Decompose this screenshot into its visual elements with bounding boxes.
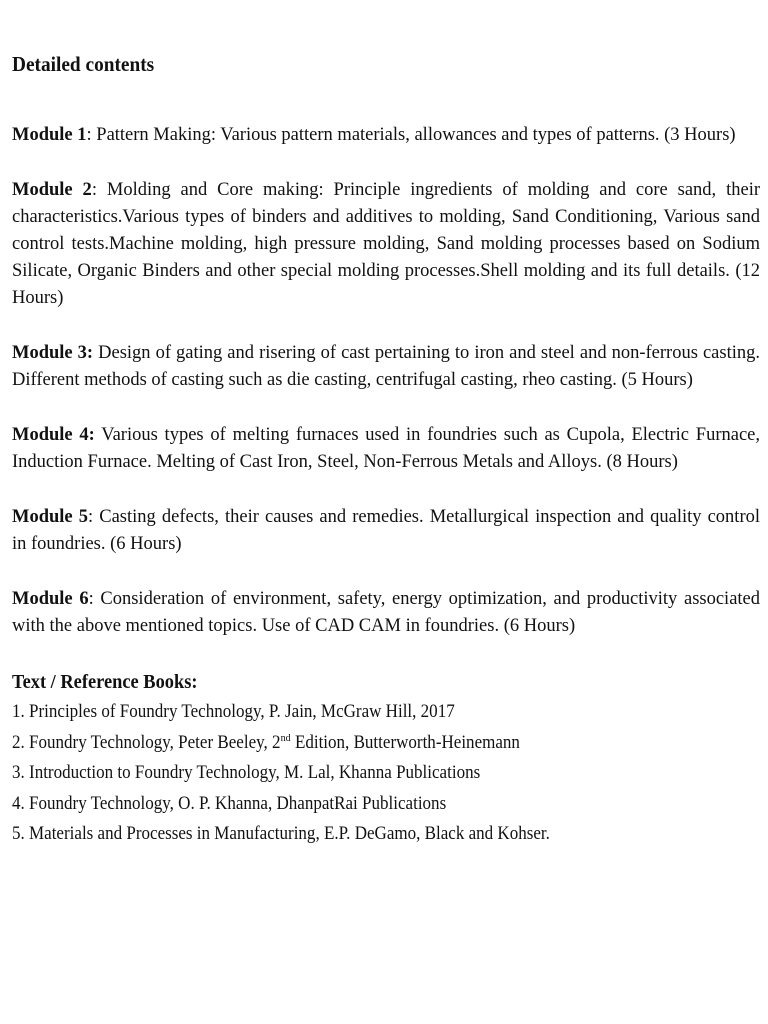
module-5 (12, 504, 760, 558)
module-text: Various types of melting furnaces used in foundries such as Cupola, Electric Furnace, Induction Furnace. Melting of Cast Iron, Steel, Non-Ferrous Metals and Alloys. (8 Hours) (12, 425, 760, 472)
module-label: Module 5 (12, 507, 88, 527)
module-6 (12, 586, 760, 640)
book-item (12, 789, 700, 820)
module-3 (12, 340, 760, 394)
module-text: Casting defects, their causes and remedies. Metallurgical inspection and quality control in foundries. (6 Hours) (12, 507, 761, 554)
module-text: Molding and Core making: Principle ingredients of molding and core sand, their characteristics.Various types of binders and additives to molding, Sand Conditioning, Various sand control tests.Machine molding, high pressure molding, Sand molding processes based on Sodium Silicate, Organic Binders and other special molding processes.Shell molding and its full details. (12 Hours) (12, 180, 761, 308)
book-text: 1. Principles of Foundry Technology, P. Jain, McGraw Hill, 2017 (12, 702, 455, 722)
book-text: 4. Foundry Technology, O. P. Khanna, DhanpatRai Publications (12, 793, 447, 814)
module-separator: : (86, 125, 92, 145)
module-4 (12, 422, 760, 476)
book-item (12, 819, 700, 850)
book-item (12, 728, 700, 759)
module-1 (12, 122, 760, 149)
book-text: 3. Introduction to Foundry Technology, M. Lal, Khanna Publications (12, 763, 481, 783)
ordinal-suffix: nd (280, 731, 291, 744)
module-label: Module 1 (12, 125, 87, 145)
section-heading: Detailed contents (12, 52, 155, 76)
books-heading: Text / Reference Books: (12, 671, 198, 693)
module-text: Pattern Making: Various pattern materials, allowances and types of patterns. (3 Hours) (91, 125, 736, 145)
book-item (12, 758, 700, 789)
module-separator: : (91, 180, 97, 200)
module-2 (12, 177, 760, 312)
module-separator: : (88, 589, 94, 609)
book-item (12, 697, 700, 728)
book-text-rest: Edition, Butterworth-Heinemann (290, 732, 520, 753)
document-page (12, 50, 760, 850)
module-label: Module 3: (12, 343, 94, 363)
book-text: 2. Foundry Technology, Peter Beeley, 2 (12, 732, 281, 753)
book-text: 5. Materials and Processes in Manufacturing, E.P. DeGamo, Black and Kohser. (12, 824, 550, 844)
module-label: Module 2 (12, 180, 92, 200)
module-label: Module 4: (12, 425, 95, 445)
module-separator: : (88, 507, 94, 527)
module-label: Module 6 (12, 589, 89, 609)
module-text: Design of gating and risering of cast pertaining to iron and steel and non-ferrous casting. Different methods of casting such as die casting, centrifugal casting, rheo casting. (5 Hours) (12, 343, 760, 390)
module-text: Consideration of environment, safety, energy optimization, and productivity associated with the above mentioned topics. Use of CAD CAM in foundries. (6 Hours) (12, 589, 761, 636)
